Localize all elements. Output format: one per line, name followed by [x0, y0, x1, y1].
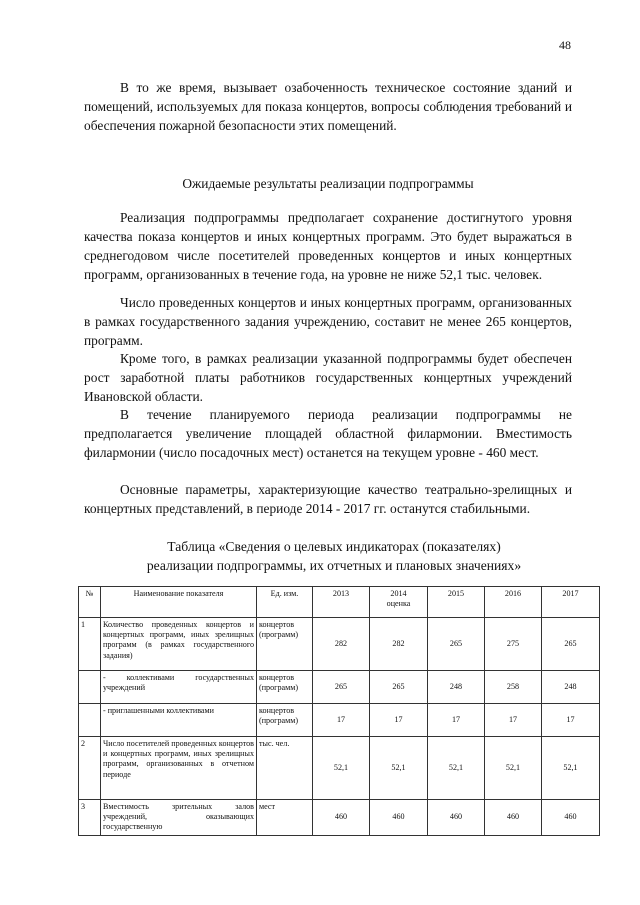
value-2017: 460 — [542, 800, 600, 836]
table-title-line2: реализации подпрограммы, их отчетных и плановых значениях» — [146, 558, 522, 573]
row-unit: тыс. чел. — [257, 737, 313, 800]
value-2015: 265 — [428, 618, 485, 671]
paragraph-3: Кроме того, в рамках реализации указанной подпрограммы будет обеспечен рост заработной платы работников государственных концертных учреждений Ивановской области. — [84, 351, 572, 404]
table-row — [79, 671, 600, 704]
value-2016: 17 — [485, 704, 542, 737]
table-row — [79, 800, 600, 836]
header-2016: 2016 — [485, 587, 542, 618]
row-unit: концертов (программ) — [257, 704, 313, 737]
value-2015: 460 — [428, 800, 485, 836]
value-2013: 282 — [313, 618, 370, 671]
row-name: Вместимость зрительных залов учреждений, оказывающих государственную — [101, 800, 257, 836]
header-2014-year: 2014 — [390, 589, 407, 598]
value-2014: 17 — [370, 704, 428, 737]
value-2014: 460 — [370, 800, 428, 836]
row-num: 2 — [79, 737, 101, 800]
header-2014 — [370, 587, 428, 618]
table-title-line1: Таблица «Сведения о целевых индикаторах (показателях) — [167, 539, 501, 554]
row-num: 1 — [79, 618, 101, 671]
table-row — [79, 618, 600, 671]
section-heading: Ожидаемые результаты реализации подпрограммы — [182, 176, 474, 191]
row-name: - приглашенными коллективами — [101, 704, 257, 737]
value-2014: 282 — [370, 618, 428, 671]
table-header-row — [79, 587, 600, 618]
header-num: № — [79, 587, 101, 618]
row-unit: мест — [257, 800, 313, 836]
value-2016: 275 — [485, 618, 542, 671]
value-2017: 17 — [542, 704, 600, 737]
paragraph-5: Основные параметры, характеризующие качество театрально-зрелищных и концертных представлений, в периоде 2014 - 2017 гг. останутся стабильными. — [84, 482, 572, 516]
value-2013: 460 — [313, 800, 370, 836]
header-2017: 2017 — [542, 587, 600, 618]
row-num — [79, 671, 101, 704]
paragraph-4: В течение планируемого периода реализации подпрограммы не предполагается увеличение площадей областной филармонии. Вместимость филармонии (число посадочных мест) останется на текущем уровне - 460 мест. — [84, 407, 572, 460]
value-2013: 265 — [313, 671, 370, 704]
row-unit: концертов (программ) — [257, 618, 313, 671]
row-name: Число посетителей проведенных концертов и концертных программ, иных зрелищных программ, организованных в отчетном периоде — [101, 737, 257, 800]
value-2016: 258 — [485, 671, 542, 704]
value-2016: 52,1 — [485, 737, 542, 800]
row-num — [79, 704, 101, 737]
table-row — [79, 737, 600, 800]
paragraph-2: Число проведенных концертов и иных концертных программ, организованных в рамках государственного задания учреждению, составит не менее 265 концертов, программ. — [84, 295, 572, 348]
intro-paragraph: В то же время, вызывает озабоченность техническое состояние зданий и помещений, используемых для показа концертов, вопросы соблюдения требований и обеспечения пожарной безопасности этих помещений. — [84, 80, 572, 133]
indicators-table — [78, 586, 600, 836]
table-title — [84, 537, 584, 575]
value-2017: 52,1 — [542, 737, 600, 800]
value-2015: 248 — [428, 671, 485, 704]
header-2014-note: оценка — [386, 599, 411, 609]
value-2015: 17 — [428, 704, 485, 737]
row-name: Количество проведенных концертов и концертных программ, иных зрелищных программ (в рамках государственного задания) — [101, 618, 257, 671]
value-2013: 52,1 — [313, 737, 370, 800]
page-number: 48 — [559, 38, 571, 52]
header-2015: 2015 — [428, 587, 485, 618]
table-row — [79, 704, 600, 737]
value-2013: 17 — [313, 704, 370, 737]
header-2013: 2013 — [313, 587, 370, 618]
value-2014: 265 — [370, 671, 428, 704]
row-num: 3 — [79, 800, 101, 836]
value-2017: 248 — [542, 671, 600, 704]
row-unit: концертов (программ) — [257, 671, 313, 704]
value-2014: 52,1 — [370, 737, 428, 800]
value-2015: 52,1 — [428, 737, 485, 800]
value-2016: 460 — [485, 800, 542, 836]
header-name: Наименование показателя — [101, 587, 257, 618]
row-name: - коллективами государственных учреждений — [101, 671, 257, 704]
header-unit: Ед. изм. — [257, 587, 313, 618]
value-2017: 265 — [542, 618, 600, 671]
paragraph-1: Реализация подпрограммы предполагает сохранение достигнутого уровня качества показа концертов и иных концертных программ. Это будет выражаться в среднегодовом числе посетителей проведенных концертов и иных концертных программ, организованных в течение года, на уровне не ниже 52,1 тыс. человек. — [84, 210, 572, 282]
